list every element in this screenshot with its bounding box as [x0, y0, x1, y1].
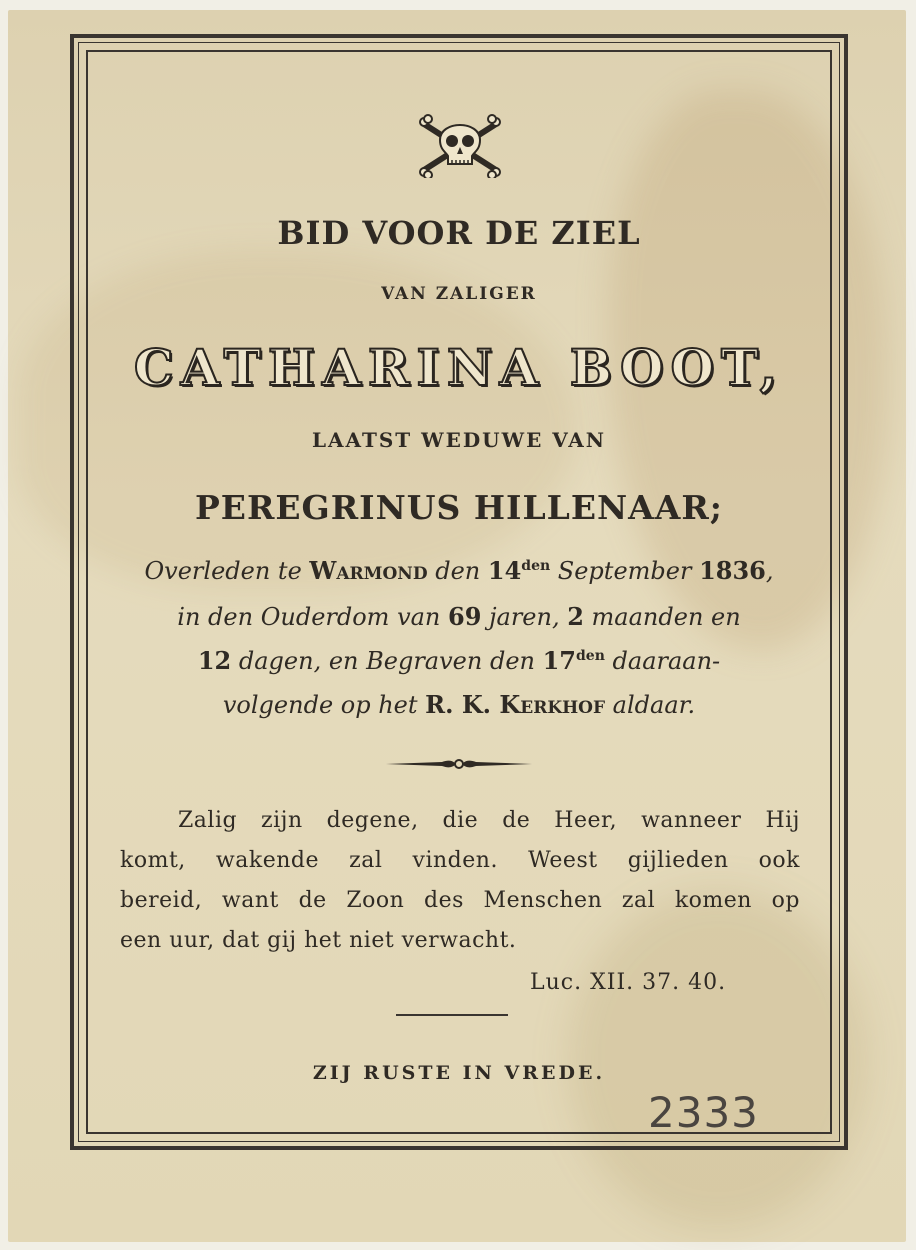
scripture-reference: Luc. XII. 37. 40.	[530, 970, 727, 995]
divider-rule	[396, 1014, 508, 1016]
verse-line: een uur, dat gij het niet verwacht.	[120, 928, 517, 953]
deceased-name: CATHARINA BOOT,	[133, 338, 785, 397]
verse-line: komt, wakende zal vinden. Weest gijlieden ook	[120, 848, 800, 873]
verse-line: Zalig zijn degene, die de Heer, wanneer Hij	[178, 808, 800, 833]
card-content	[92, 56, 826, 1128]
death-line-4: volgende op het R. K. Kerkhof aldaar.	[222, 690, 696, 719]
ornament-divider	[386, 756, 532, 772]
death-line-2: in den Ouderdom van 69 jaren, 2 maanden en	[177, 602, 741, 631]
verse-line: bereid, want de Zoon des Menschen zal komen op	[120, 888, 800, 913]
husband-name: PEREGRINUS HILLENAAR;	[194, 488, 723, 527]
death-line-1: Overleden te Warmond den $14^{den}$ September 1836,	[144, 556, 774, 585]
card-title: BID VOOR DE ZIEL	[277, 214, 641, 252]
skull-crossbones-icon	[418, 114, 502, 178]
closing-line: ZIJ RUSTE IN VREDE.	[312, 1062, 606, 1084]
widow-line: LAATST WEDUWE VAN	[311, 428, 607, 452]
subtitle: VAN ZALIGER	[381, 284, 537, 304]
death-line-3: 12 dagen, en Begraven den $17^{den}$ daaraan-	[197, 646, 721, 675]
inventory-number: 2333	[648, 1088, 759, 1137]
